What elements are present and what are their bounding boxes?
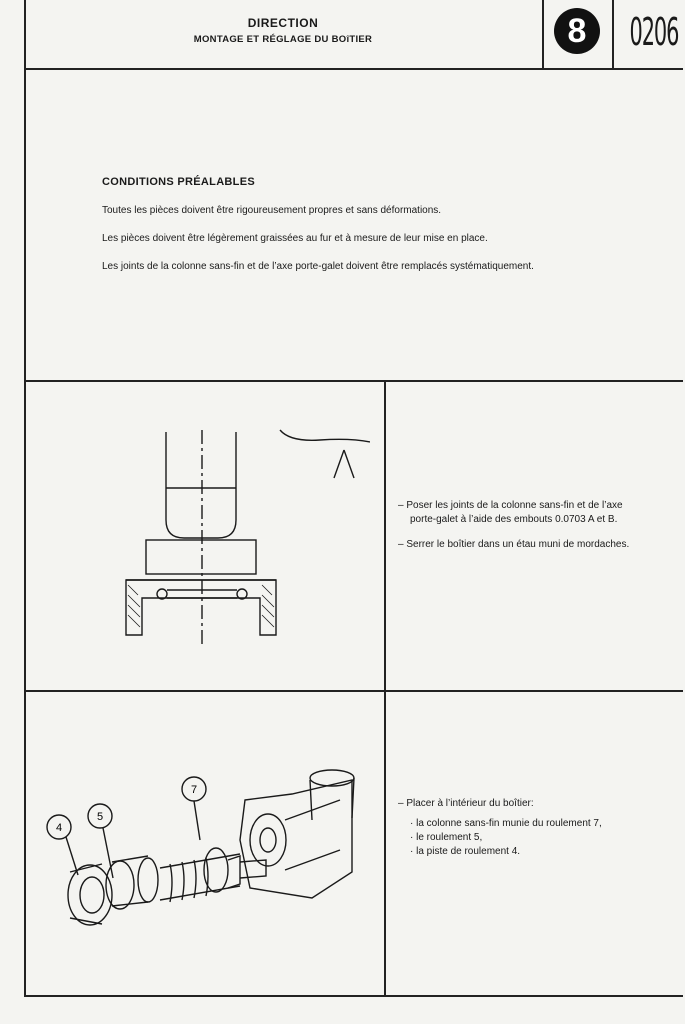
divider <box>24 690 683 692</box>
step2-item: · la piste de roulement 4. <box>410 846 521 857</box>
prerequisite-paragraph: Les pièces doivent être légèrement graissées au fur et à mesure de leur mise en place. <box>102 233 488 244</box>
step1-line: – Poser les joints de la colonne sans-fin et de l’axe <box>398 500 623 511</box>
bearing-assembly-diagram <box>40 760 380 960</box>
prerequisite-paragraph: Les joints de la colonne sans-fin et de l’axe porte-galet doivent être remplacés systématiquement. <box>102 261 534 272</box>
page-code: 0206 <box>629 10 679 54</box>
divider <box>24 380 683 382</box>
callout-5: 5 <box>96 811 104 823</box>
step1-line: porte-galet à l’aide des embouts 0.0703 A et B. <box>410 514 618 525</box>
callout-7: 7 <box>190 784 198 796</box>
step1-instructions <box>398 499 629 552</box>
step2-item: · la colonne sans-fin munie du roulement 7, <box>410 818 602 829</box>
section-subtitle: MONTAGE ET RÉGLAGE DU BOîTIER <box>193 34 373 45</box>
column-divider <box>384 380 386 997</box>
step2-intro: – Placer à l’intérieur du boîtier: <box>398 798 534 809</box>
prerequisites-title: CONDITIONS PRÉALABLES <box>102 176 255 188</box>
step1-line: – Serrer le boîtier dans un étau muni de mordaches. <box>398 539 630 550</box>
chapter-badge-box <box>544 0 614 70</box>
header <box>24 0 544 70</box>
chapter-badge: 8 <box>554 8 600 54</box>
section-title: DIRECTION <box>247 16 319 30</box>
callout-4: 4 <box>55 822 63 834</box>
prerequisite-paragraph: Toutes les pièces doivent être rigoureusement propres et sans déformations. <box>102 205 442 216</box>
page-code-box <box>614 0 683 70</box>
step2-item: · le roulement 5, <box>410 832 483 843</box>
seal-tool-diagram <box>120 420 370 650</box>
